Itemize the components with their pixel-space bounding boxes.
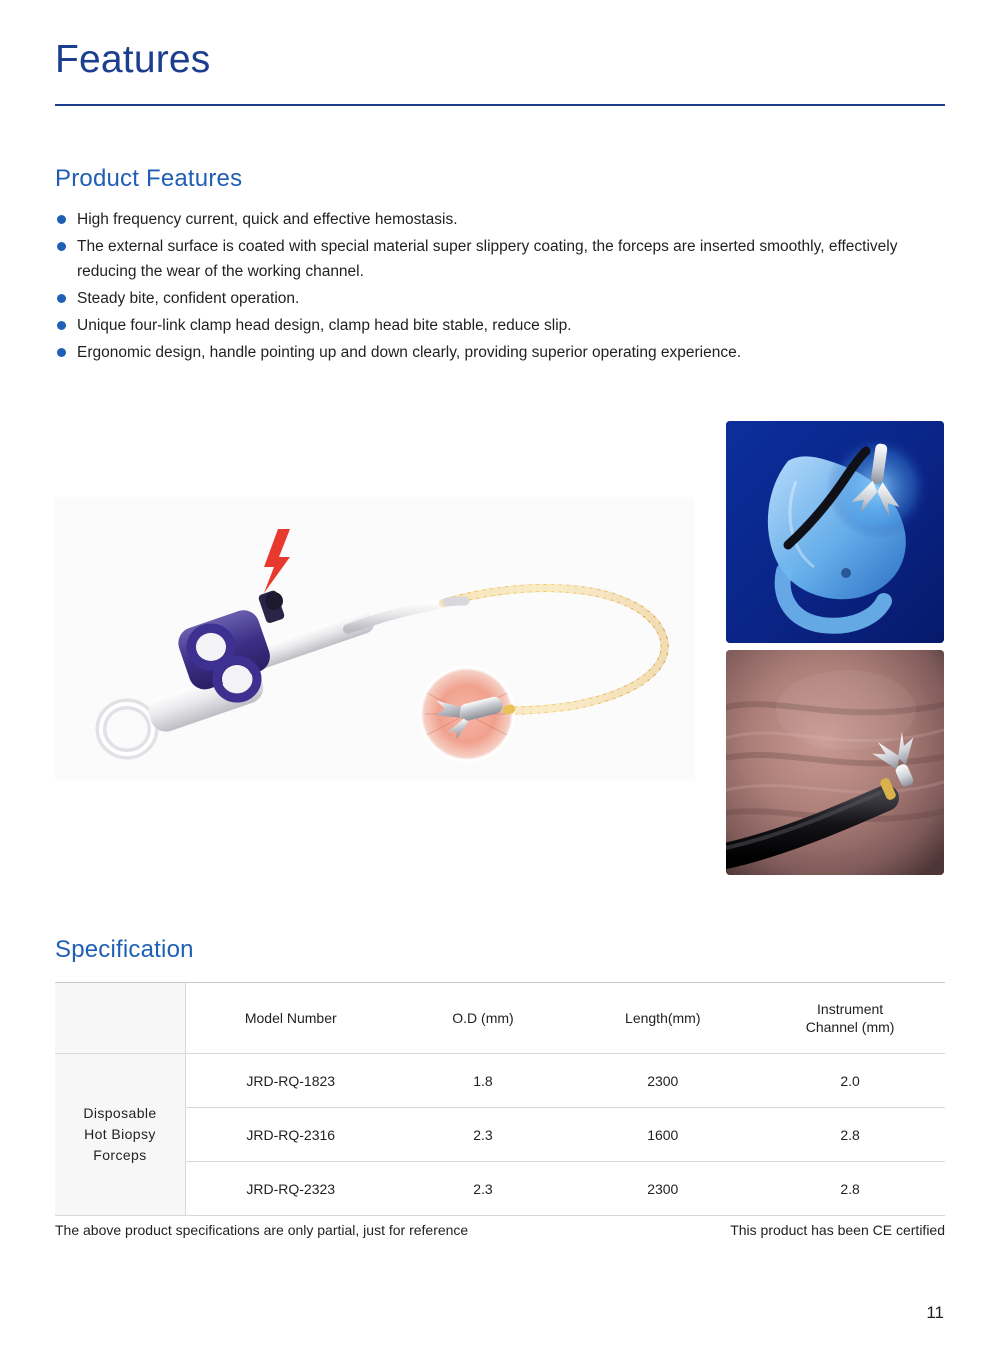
page-header (55, 40, 945, 79)
column-header-channel-line2: Channel (mm) (805, 1019, 895, 1035)
anatomy-illustration (726, 421, 944, 643)
table-header (55, 983, 945, 1054)
list-item (55, 207, 950, 232)
bullet-icon (57, 215, 66, 224)
row-group-label (55, 1054, 185, 1216)
feature-text: Ergonomic design, handle pointing up and down clearly, providing superior operating experience. (77, 344, 742, 361)
cell-length: 2300 (570, 1162, 755, 1216)
cell-length: 2300 (570, 1054, 755, 1108)
footnote-disclaimer: The above product specifications are only partial, just for reference (55, 1222, 469, 1238)
column-header-corner (55, 983, 185, 1054)
product-illustration (55, 497, 695, 780)
cell-channel: 2.8 (755, 1108, 945, 1162)
endoscopy-photo-graphic (726, 650, 944, 875)
table-body (55, 1054, 945, 1216)
table-row (55, 1108, 945, 1162)
column-header-od: O.D (mm) (396, 983, 571, 1054)
list-item (55, 313, 950, 338)
cell-channel: 2.8 (755, 1162, 945, 1216)
cell-length: 1600 (570, 1108, 755, 1162)
bullet-icon (57, 242, 66, 251)
list-item (55, 234, 950, 284)
column-header-length: Length(mm) (570, 983, 755, 1054)
cell-model: JRD-RQ-2316 (185, 1108, 395, 1162)
cell-model: JRD-RQ-2323 (185, 1162, 395, 1216)
cell-od: 2.3 (396, 1162, 571, 1216)
endoscopy-photo (726, 650, 944, 875)
column-header-model: Model Number (185, 983, 395, 1054)
table-row (55, 1162, 945, 1216)
feature-text: High frequency current, quick and effective hemostasis. (77, 211, 458, 228)
row-group-label-line3: Forceps (93, 1147, 147, 1163)
product-photo (55, 497, 695, 780)
row-group-label-line1: Disposable (83, 1105, 157, 1121)
table-header-row (55, 983, 945, 1054)
footnote-certification: This product has been CE certified (730, 1222, 945, 1238)
list-item (55, 286, 950, 311)
header-divider (55, 104, 945, 106)
list-item (55, 340, 950, 365)
bullet-icon (57, 294, 66, 303)
product-features-list (55, 207, 950, 367)
bullet-icon (57, 348, 66, 357)
product-features-heading: Product Features (55, 165, 243, 192)
feature-text: Steady bite, confident operation. (77, 290, 300, 307)
cell-channel: 2.0 (755, 1054, 945, 1108)
row-group-label-line2: Hot Biopsy (84, 1126, 156, 1142)
bullet-icon (57, 321, 66, 330)
specification-heading: Specification (55, 936, 194, 963)
feature-text: The external surface is coated with special material super slippery coating, the forceps are inserted smoothly, effectively reducing the wear of the working channel. (77, 238, 898, 280)
column-header-channel (755, 983, 945, 1054)
anatomy-illustration-graphic (726, 421, 944, 643)
cell-model: JRD-RQ-1823 (185, 1054, 395, 1108)
cell-od: 2.3 (396, 1108, 571, 1162)
page-number: 11 (926, 1303, 944, 1322)
page-title: Features (55, 38, 211, 81)
column-header-channel-line1: Instrument (817, 1001, 884, 1017)
feature-text: Unique four-link clamp head design, clamp head bite stable, reduce slip. (77, 317, 572, 334)
cell-od: 1.8 (396, 1054, 571, 1108)
specification-table (55, 982, 945, 1216)
table-row (55, 1054, 945, 1108)
